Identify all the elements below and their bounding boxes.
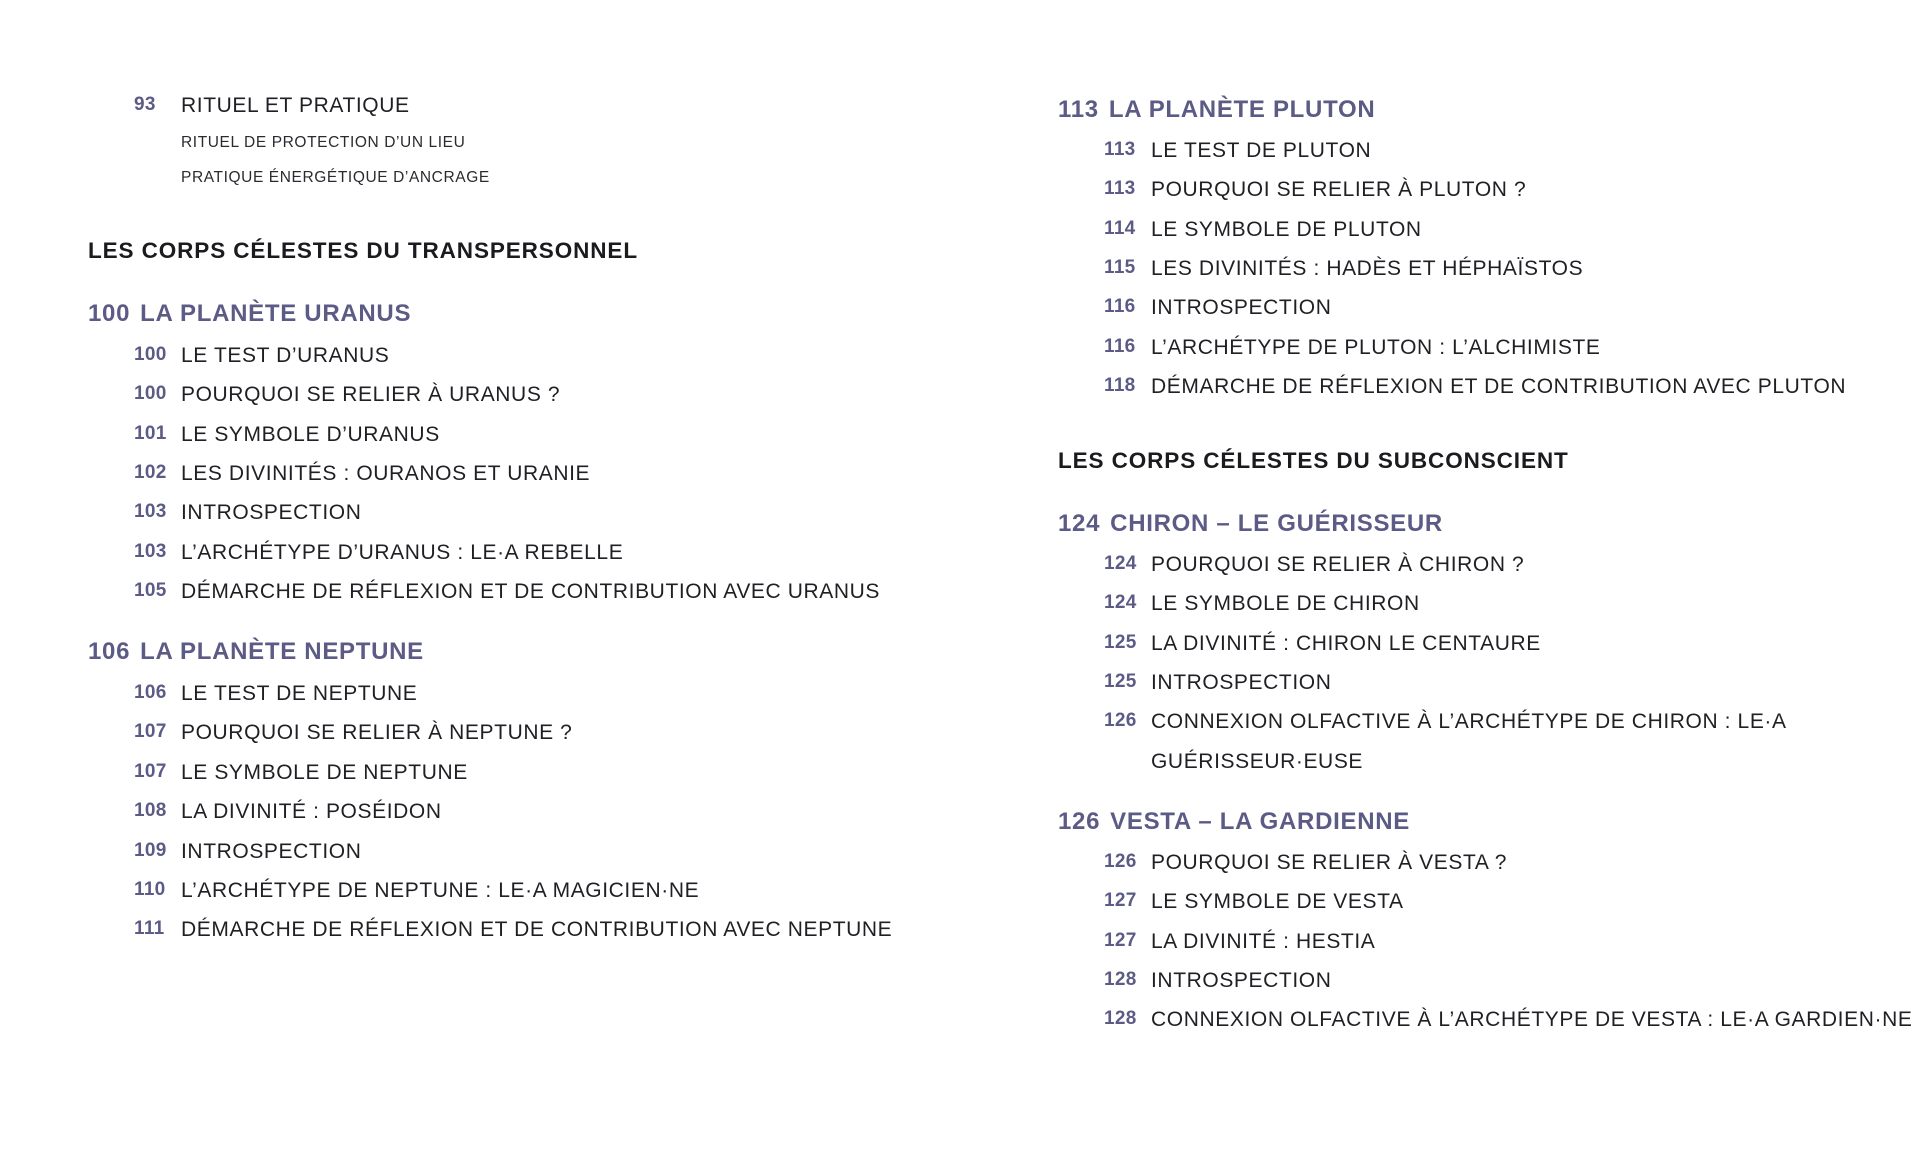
entry-title: INTROSPECTION [1151, 296, 1332, 319]
page-number: 124 [1104, 592, 1137, 613]
page-number: 118 [1104, 375, 1136, 396]
entry-title: L’ARCHÉTYPE DE PLUTON : L’ALCHIMISTE [1151, 336, 1601, 359]
chapter-page-number: 100 [88, 300, 131, 327]
entry-title: LE SYMBOLE DE CHIRON [1151, 592, 1420, 615]
page-number: 100 [134, 344, 167, 365]
chapter-title: LA PLANÈTE NEPTUNE [140, 638, 424, 665]
entry-title: LE TEST D’URANUS [181, 344, 390, 367]
page-number: 103 [134, 501, 167, 522]
page-number: 101 [134, 423, 167, 444]
entry-title: LA DIVINITÉ : HESTIA [1151, 930, 1376, 953]
chapter-page-number: 106 [88, 638, 131, 665]
page-number: 105 [134, 580, 167, 601]
entry-title: LES DIVINITÉS : OURANOS ET URANIE [181, 462, 591, 485]
page-number: 127 [1104, 930, 1137, 951]
page-number: 125 [1104, 671, 1137, 692]
entry-title: LE TEST DE PLUTON [1151, 139, 1372, 162]
entry-title-continued: GUÉRISSEUR·EUSE [1151, 750, 1364, 773]
entry-title: POURQUOI SE RELIER À PLUTON ? [1151, 178, 1527, 201]
entry-title: DÉMARCHE DE RÉFLEXION ET DE CONTRIBUTION AVEC PLUTON [1151, 375, 1847, 398]
page-number: 125 [1104, 632, 1137, 653]
entry-title: LA DIVINITÉ : CHIRON LE CENTAURE [1151, 632, 1541, 655]
page-number: 110 [134, 879, 166, 900]
entry-title: POURQUOI SE RELIER À URANUS ? [181, 383, 561, 406]
page-number: 124 [1104, 553, 1137, 574]
entry-title: LES DIVINITÉS : HADÈS ET HÉPHAÏSTOS [1151, 257, 1584, 280]
chapter-heading-pluton[interactable] [1058, 96, 1375, 124]
entry-title: LE TEST DE NEPTUNE [181, 682, 418, 705]
chapter-page-number: 113 [1058, 96, 1099, 123]
chapter-heading-uranus[interactable] [88, 300, 411, 328]
chapter-heading-neptune[interactable] [88, 638, 424, 666]
page-number: 108 [134, 800, 167, 821]
subentry-title: PRATIQUE ÉNERGÉTIQUE D’ANCRAGE [181, 169, 490, 186]
entry-title: CONNEXION OLFACTIVE À L’ARCHÉTYPE DE CHIRON : LE·A [1151, 710, 1787, 733]
page-number: 115 [1104, 257, 1136, 278]
chapter-title: LA PLANÈTE PLUTON [1108, 96, 1376, 123]
entry-title: INTROSPECTION [181, 840, 362, 863]
page-number: 114 [1104, 218, 1136, 239]
page-number: 107 [134, 721, 167, 742]
page-number: 113 [1104, 139, 1136, 160]
entry-title: RITUEL ET PRATIQUE [181, 94, 410, 117]
entry-title: CONNEXION OLFACTIVE À L’ARCHÉTYPE DE VESTA : LE·A GARDIEN·NE [1151, 1008, 1913, 1031]
page-number: 126 [1104, 851, 1137, 872]
chapter-page-number: 124 [1058, 510, 1101, 537]
entry-title: LE SYMBOLE DE NEPTUNE [181, 761, 468, 784]
page-number: 126 [1104, 710, 1137, 731]
entry-title: LA DIVINITÉ : POSÉIDON [181, 800, 442, 823]
chapter-page-number: 126 [1058, 808, 1101, 835]
chapter-heading-vesta[interactable] [1058, 808, 1410, 836]
page-number: 107 [134, 761, 167, 782]
page-number: 102 [134, 462, 167, 483]
page-number: 103 [134, 541, 167, 562]
page-number: 113 [1104, 178, 1136, 199]
page-number: 116 [1104, 336, 1136, 357]
entry-title: DÉMARCHE DE RÉFLEXION ET DE CONTRIBUTION AVEC URANUS [181, 580, 881, 603]
entry-title: POURQUOI SE RELIER À CHIRON ? [1151, 553, 1525, 576]
entry-title: POURQUOI SE RELIER À NEPTUNE ? [181, 721, 573, 744]
page-number: 109 [134, 840, 167, 861]
page-number: 106 [134, 682, 167, 703]
page-number: 128 [1104, 969, 1137, 990]
page-number: 100 [134, 383, 167, 404]
page-number: 93 [134, 94, 156, 115]
page-number: 128 [1104, 1008, 1137, 1029]
entry-title: L’ARCHÉTYPE DE NEPTUNE : LE·A MAGICIEN·NE [181, 879, 700, 902]
section-heading: LES CORPS CÉLESTES DU SUBCONSCIENT [1058, 448, 1569, 473]
chapter-title: VESTA – LA GARDIENNE [1110, 808, 1410, 835]
entry-title: INTROSPECTION [181, 501, 362, 524]
entry-title: LE SYMBOLE DE PLUTON [1151, 218, 1422, 241]
page-number: 116 [1104, 296, 1136, 317]
entry-title: INTROSPECTION [1151, 671, 1332, 694]
page-number: 127 [1104, 890, 1137, 911]
chapter-title: CHIRON – LE GUÉRISSEUR [1110, 510, 1443, 537]
page-number: 111 [134, 918, 165, 939]
entry-title: LE SYMBOLE D’URANUS [181, 423, 440, 446]
chapter-heading-chiron[interactable] [1058, 510, 1443, 538]
chapter-title: LA PLANÈTE URANUS [140, 300, 412, 327]
entry-title: L’ARCHÉTYPE D’URANUS : LE·A REBELLE [181, 541, 624, 564]
entry-title: POURQUOI SE RELIER À VESTA ? [1151, 851, 1508, 874]
entry-title: LE SYMBOLE DE VESTA [1151, 890, 1404, 913]
subentry-title: RITUEL DE PROTECTION D’UN LIEU [181, 134, 466, 151]
section-heading: LES CORPS CÉLESTES DU TRANSPERSONNEL [88, 238, 638, 263]
entry-title: INTROSPECTION [1151, 969, 1332, 992]
entry-title: DÉMARCHE DE RÉFLEXION ET DE CONTRIBUTION AVEC NEPTUNE [181, 918, 893, 941]
